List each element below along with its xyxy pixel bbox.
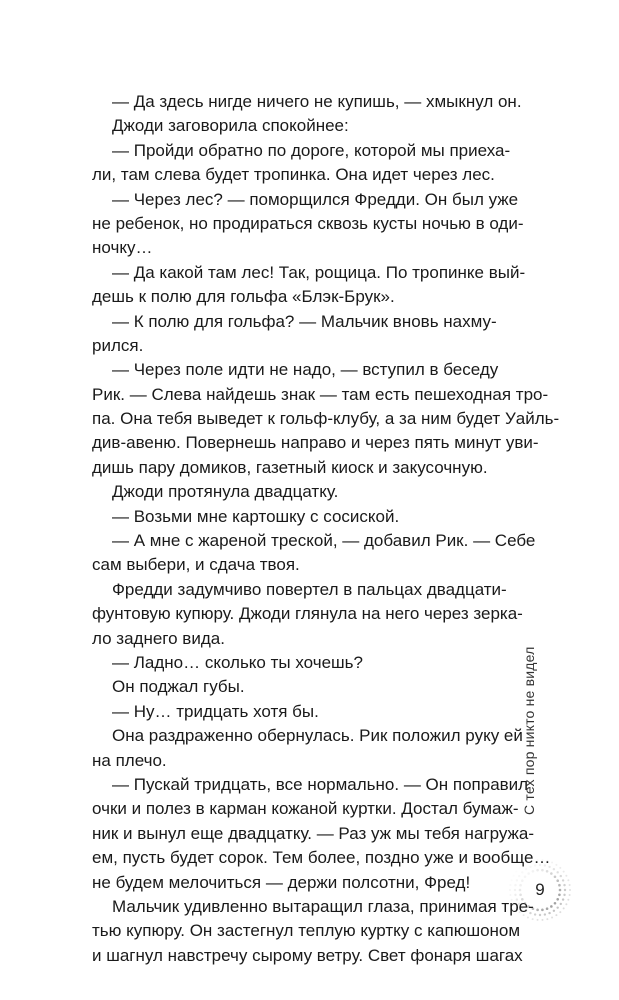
text-line: Рик. — Слева найдешь знак — там есть пешеходная тро- <box>92 384 549 404</box>
text-line: Он поджал губы. <box>112 677 245 697</box>
running-head: С тех пор никто не видел <box>521 646 537 815</box>
text-line: — К полю для гольфа? — Мальчик вновь нахму- <box>112 311 497 331</box>
text-line: ли, там слева будет тропинка. Она идет через лес. <box>92 165 495 185</box>
text-line: дешь к полю для гольфа «Блэк-Брук». <box>92 287 395 307</box>
text-line: тью купюру. Он застегнул теплую куртку с капюшоном <box>92 921 521 941</box>
text-line: дишь пару домиков, газетный киоск и закусочную. <box>92 457 488 477</box>
text-line: — Ладно… сколько ты хочешь? <box>112 652 363 672</box>
text-line: Фредди задумчиво повертел в пальцах двадцати- <box>112 579 507 599</box>
text-line: — Через лес? — поморщился Фредди. Он был уже <box>112 189 519 209</box>
text-line: Мальчик удивленно вытаращил глаза, принимая тре- <box>112 896 534 916</box>
text-line: див-авеню. Повернешь направо и через пять минут уви- <box>92 433 539 453</box>
text-line: — Возьми мне картошку с сосиской. <box>112 506 400 526</box>
text-line: — Ну… тридцать хотя бы. <box>112 701 319 721</box>
text-line: — Через поле идти не надо, — вступил в беседу <box>112 360 499 380</box>
text-line: Джоди протянула двадцатку. <box>112 482 339 502</box>
text-line: — Да здесь нигде ничего не купишь, — хмыкнул он. <box>112 92 522 111</box>
text-line: очки и полез в карман кожаной куртки. Достал бумаж- <box>92 799 519 819</box>
text-line: ло заднего вида. <box>92 628 225 648</box>
text-line: ночку… <box>92 238 153 258</box>
text-line: — Пройди обратно по дороге, которой мы приеха- <box>112 140 511 160</box>
text-line: Джоди заговорила спокойнее: <box>112 116 349 136</box>
text-line: не ребенок, но продираться сквозь кусты ночью в оди- <box>92 213 524 233</box>
text-line: па. Она тебя выведет к гольф-клубу, а за ним будет Уайль- <box>92 409 560 429</box>
text-line: рился. <box>92 335 144 355</box>
text-line: ник и вынул еще двадцатку. — Раз уж мы тебя нагружа- <box>92 823 535 843</box>
text-line: фунтовую купюру. Джоди глянула на него через зерка- <box>92 604 523 624</box>
text-line: ем, пусть будет сорок. Тем более, поздно уже и вообще… <box>92 848 551 868</box>
page-number: 9 <box>535 880 545 899</box>
text-line: не будем мелочиться — держи полсотни, Фред! <box>92 872 471 892</box>
text-line: сам выбери, и сдача твоя. <box>92 555 300 575</box>
page-number-badge <box>507 857 573 923</box>
text-line: — Да какой там лес! Так, рощица. По тропинке вый- <box>112 262 526 282</box>
text-line: — А мне с жареной треской, — добавил Рик. — Себе <box>112 531 536 551</box>
text-line: на плечо. <box>92 750 167 770</box>
text-line: и шагнул навстречу сырому ветру. Свет фонаря шагах <box>92 945 523 965</box>
text-line: — Пускай тридцать, все нормально. — Он поправил <box>112 774 529 794</box>
text-line: Она раздраженно обернулась. Рик положил руку ей <box>112 726 523 746</box>
